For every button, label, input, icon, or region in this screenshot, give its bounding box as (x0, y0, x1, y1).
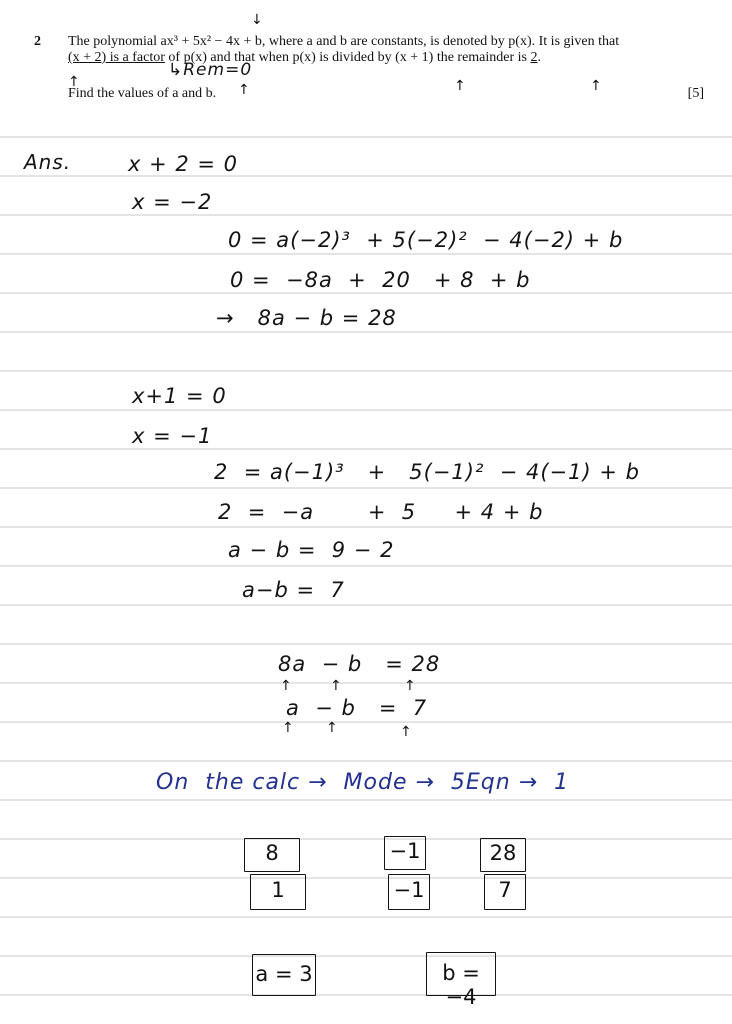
up-arrow-icon: ↑ (280, 678, 292, 694)
working-line: x+1 = 0 (132, 384, 227, 408)
working-line: a−b = 7 (242, 578, 345, 602)
up-arrow-icon: ↑ (68, 74, 80, 90)
working-line: 2 = −a + 5 + 4 + b (218, 500, 544, 524)
answer-label: Ans. (24, 150, 72, 174)
question-line-3: Find the values of a and b. (68, 86, 217, 101)
working-line: x + 2 = 0 (128, 152, 239, 176)
question-factor-text: (x + 2) is a factor (68, 50, 165, 65)
up-arrow-icon: ↑ (404, 678, 416, 694)
question-line-2-rest: of p(x) and that when p(x) is divided by (x + 1) the remainder is (164, 50, 531, 65)
question-marks: [5] (687, 86, 704, 101)
question-line-2-end: . (537, 50, 542, 65)
coefficient-box: −1 (384, 836, 426, 870)
up-arrow-icon: ↑ (326, 720, 338, 736)
system-equation-1: 8a − b = 28 (278, 652, 441, 676)
coefficient-box: −1 (388, 874, 430, 910)
up-arrow-icon: ↑ (238, 82, 250, 98)
working-line: 2 = a(−1)³ + 5(−1)² − 4(−1) + b (214, 460, 640, 484)
coefficient-box: 1 (250, 874, 306, 910)
working-line: 0 = −8a + 20 + 8 + b (230, 268, 531, 292)
coefficient-box: 7 (484, 874, 526, 910)
up-arrow-icon: ↑ (282, 720, 294, 736)
working-line: → 8a − b = 28 (216, 306, 397, 330)
calculator-note: On the calc → Mode → 5Eqn → 1 (156, 770, 570, 795)
up-arrow-icon: ↑ (400, 724, 412, 740)
coefficient-box: 8 (244, 838, 300, 872)
answer-b-box: b = −4 (426, 952, 496, 996)
up-arrow-icon: ↑ (454, 78, 466, 94)
up-arrow-icon: ↑ (330, 678, 342, 694)
question-line-1: The polynomial ax³ + 5x² − 4x + b, where a and b are constants, is denoted by p(x). It is given that (68, 34, 620, 49)
remainder-annotation: ↳Rem=0 (168, 60, 253, 80)
question-remainder-value: 2 (530, 50, 538, 65)
coefficient-box: 28 (480, 838, 526, 872)
working-line: a − b = 9 − 2 (228, 538, 395, 562)
down-arrow-icon: ↓ (251, 12, 263, 28)
working-line: x = −2 (132, 190, 213, 214)
system-equation-2: a − b = 7 (286, 696, 428, 720)
question-number: 2 (34, 34, 41, 49)
working-line: x = −1 (132, 424, 213, 448)
answer-a-box: a = 3 (252, 954, 316, 996)
working-line: 0 = a(−2)³ + 5(−2)² − 4(−2) + b (228, 228, 624, 252)
up-arrow-icon: ↑ (590, 78, 602, 94)
